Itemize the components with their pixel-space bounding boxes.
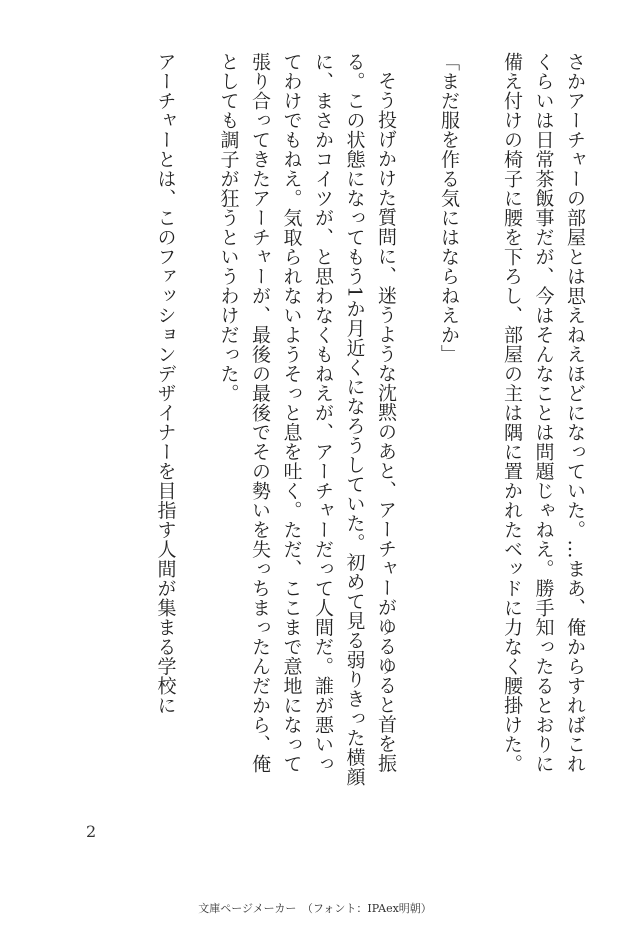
blank-line — [181, 52, 213, 792]
footer-credit: 文庫ページメーカー （フォント：IPAex明朝） — [198, 902, 432, 915]
blank-line — [401, 52, 433, 792]
paragraph-3: そう投げかけた質問に、迷うような沈黙のあと、アーチャーがゆるゆると首を振る。この状態になってもう1か月近くになろうしていた。初めて見る弱りきった横顔に、まさかコイツが、と思わなくもねえが、アーチャーだって人間だ。誰が悪いってわけでもねえ。気取られないようそっと息を吐く。ただ、ここまで意地になって張り合ってきたアーチャーが、最後の最後でその勢いを失っちまったんだから、俺としても調子が狂うというわけだった。 — [217, 52, 397, 787]
paragraph-dialogue: 「まだ服を作る気にはならねえか」 — [438, 52, 460, 364]
page-number: 2 — [86, 822, 97, 841]
paragraph-1: さかアーチャーの部屋とは思えねえほどになっていた。…まあ、俺からすればこれくらいは日常茶飯事だが、今はそんなことは問題じゃねえ。勝手知ったるとおりに備え付けの椅子に腰を下ろし、部屋の主は隅に置かれたベッドに力なく腰掛けた。 — [501, 52, 586, 774]
paragraph-4: アーチャーとは、このファッションデザイナーを目指す人間が集まる学校に — [154, 52, 177, 715]
blank-line — [464, 52, 496, 792]
vertical-text-body — [30, 52, 590, 792]
